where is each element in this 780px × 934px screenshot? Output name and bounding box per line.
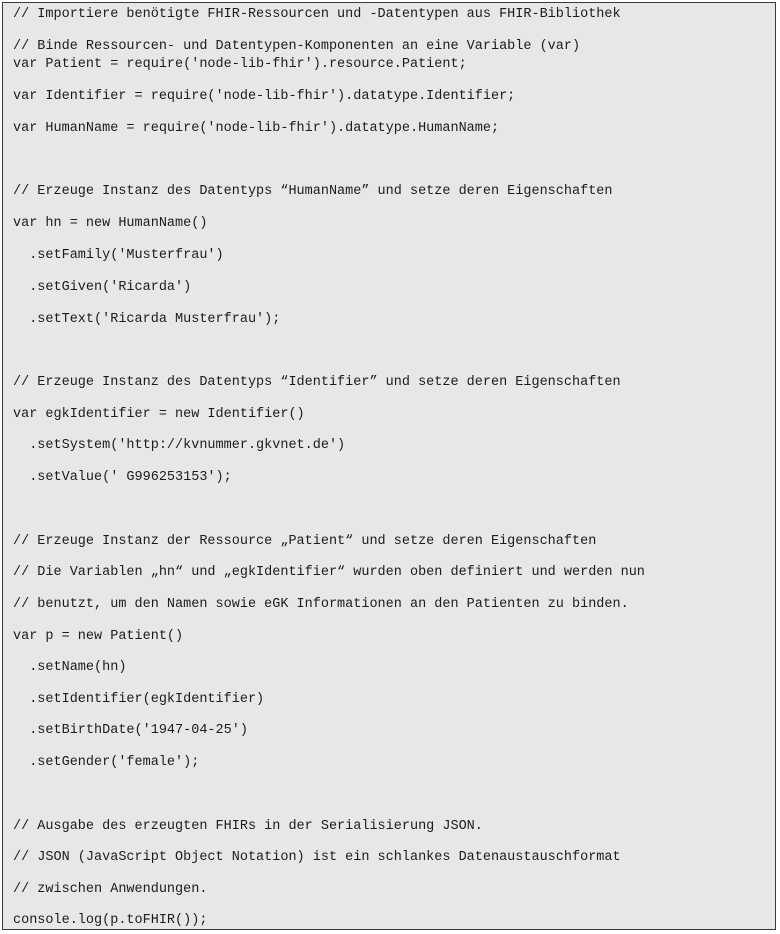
code-line: // JSON (JavaScript Object Notation) ist ein schlankes Datenaustauschformat [13,850,621,865]
code-line: .setBirthDate('1947-04-25') [13,723,248,738]
code-line: console.log(p.toFHIR()); [13,913,208,928]
code-line: var egkIdentifier = new Identifier() [13,407,305,422]
code-line: // zwischen Anwendungen. [13,882,208,897]
code-line: // Erzeuge Instanz der Ressource „Patient“ und setze deren Eigenschaften [13,534,597,549]
code-line: .setFamily('Musterfrau') [13,248,224,263]
code-line: // Erzeuge Instanz des Datentyps “HumanName” und setze deren Eigenschaften [13,184,613,199]
code-line: // benutzt, um den Namen sowie eGK Informationen an den Patienten zu binden. [13,597,629,612]
code-line: // Die Variablen „hn“ und „egkIdentifier“ wurden oben definiert und werden nun [13,565,645,580]
code-line: var Identifier = require('node-lib-fhir').datatype.Identifier; [13,89,516,104]
code-line: var hn = new HumanName() [13,216,208,231]
code-line: .setGender('female'); [13,755,200,770]
code-line: // Erzeuge Instanz des Datentyps “Identifier” und setze deren Eigenschaften [13,375,621,390]
code-line: .setSystem('http://kvnummer.gkvnet.de') [13,438,346,453]
code-line: var Patient = require('node-lib-fhir').resource.Patient; [13,57,467,72]
code-line: .setName(hn) [13,660,127,675]
code-line: var HumanName = require('node-lib-fhir').datatype.HumanName; [13,121,500,136]
code-line: .setIdentifier(egkIdentifier) [13,692,265,707]
code-line: // Importiere benötigte FHIR-Ressourcen und -Datentypen aus FHIR-Bibliothek [13,7,621,22]
code-line: var p = new Patient() [13,629,184,644]
code-line: // Ausgabe des erzeugten FHIRs in der Serialisierung JSON. [13,819,483,834]
code-listing [2,2,776,930]
code-line: .setText('Ricarda Musterfrau'); [13,312,281,327]
code-line: .setValue(' G996253153'); [13,470,232,485]
code-line: // Binde Ressourcen- und Datentypen-Komponenten an eine Variable (var) [13,39,581,54]
code-line: .setGiven('Ricarda') [13,280,192,295]
